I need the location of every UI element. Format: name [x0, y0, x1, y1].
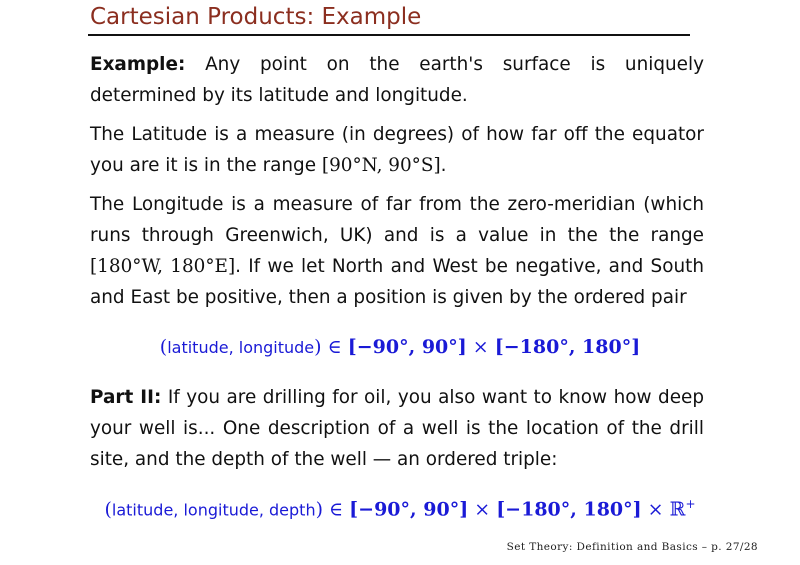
formula-ordered-triple [0, 497, 800, 520]
part-two-text: If you are drilling for oil, you also want to know how deep your well is... One description of a well is the location of the drill site, and the depth of the well — an ordered triple: [90, 387, 704, 470]
formula2-times2: × [641, 498, 670, 521]
formula1-set-a: [−90°, 90°] [347, 336, 467, 358]
example-text: Any point on the earth's surface is uniquely determined by its latitude and longitude. [90, 54, 704, 106]
formula1-set-b: [−180°, 180°] [494, 336, 641, 358]
paragraph-example [90, 49, 704, 111]
part-two-label: Part II: [90, 387, 162, 408]
latitude-text: The Latitude is a measure (in degrees) of how far off the equator you are it is in the range [90, 124, 704, 176]
slide-footer: Set Theory: Definition and Basics – p. 27/28 [506, 541, 758, 553]
paragraph-longitude [90, 189, 704, 313]
formula1-times: × [466, 336, 495, 358]
formula1-tuple: latitude, longitude [167, 338, 315, 357]
formula2-close: ) [315, 498, 324, 521]
longitude-text-a: The Longitude is a measure of far from the zero-meridian (which runs through Greenwich, UK) and is a value in the the range [90, 194, 704, 246]
formula2-set-c: ℝ [669, 498, 686, 521]
paragraph-latitude [90, 119, 704, 181]
formula2-rel: ∈ [323, 498, 350, 521]
latitude-range: [90°N, 90°S] [321, 155, 441, 176]
formula2-set-a: [−90°, 90°] [349, 498, 469, 521]
latitude-end: . [440, 155, 447, 176]
formula2-times1: × [468, 498, 497, 521]
formula2-sup: + [685, 497, 696, 511]
longitude-text-b: . If we let North and West be negative, and South and East be positive, then a position is given by the ordered pair [90, 256, 704, 308]
paragraph-part-two [90, 382, 704, 475]
slide-title: Cartesian Products: Example [90, 4, 422, 30]
formula1-open: ( [159, 336, 168, 358]
formula-ordered-pair [0, 336, 800, 358]
example-label: Example: [90, 54, 186, 75]
formula1-rel: ∈ [321, 336, 348, 358]
formula2-open: ( [104, 498, 112, 521]
formula2-tuple: latitude, longitude, depth [111, 500, 316, 520]
longitude-range: [180°W, 180°E] [90, 256, 236, 277]
title-rule [88, 34, 690, 36]
formula1-close: ) [314, 336, 322, 358]
formula2-set-b: [−180°, 180°] [496, 498, 642, 521]
